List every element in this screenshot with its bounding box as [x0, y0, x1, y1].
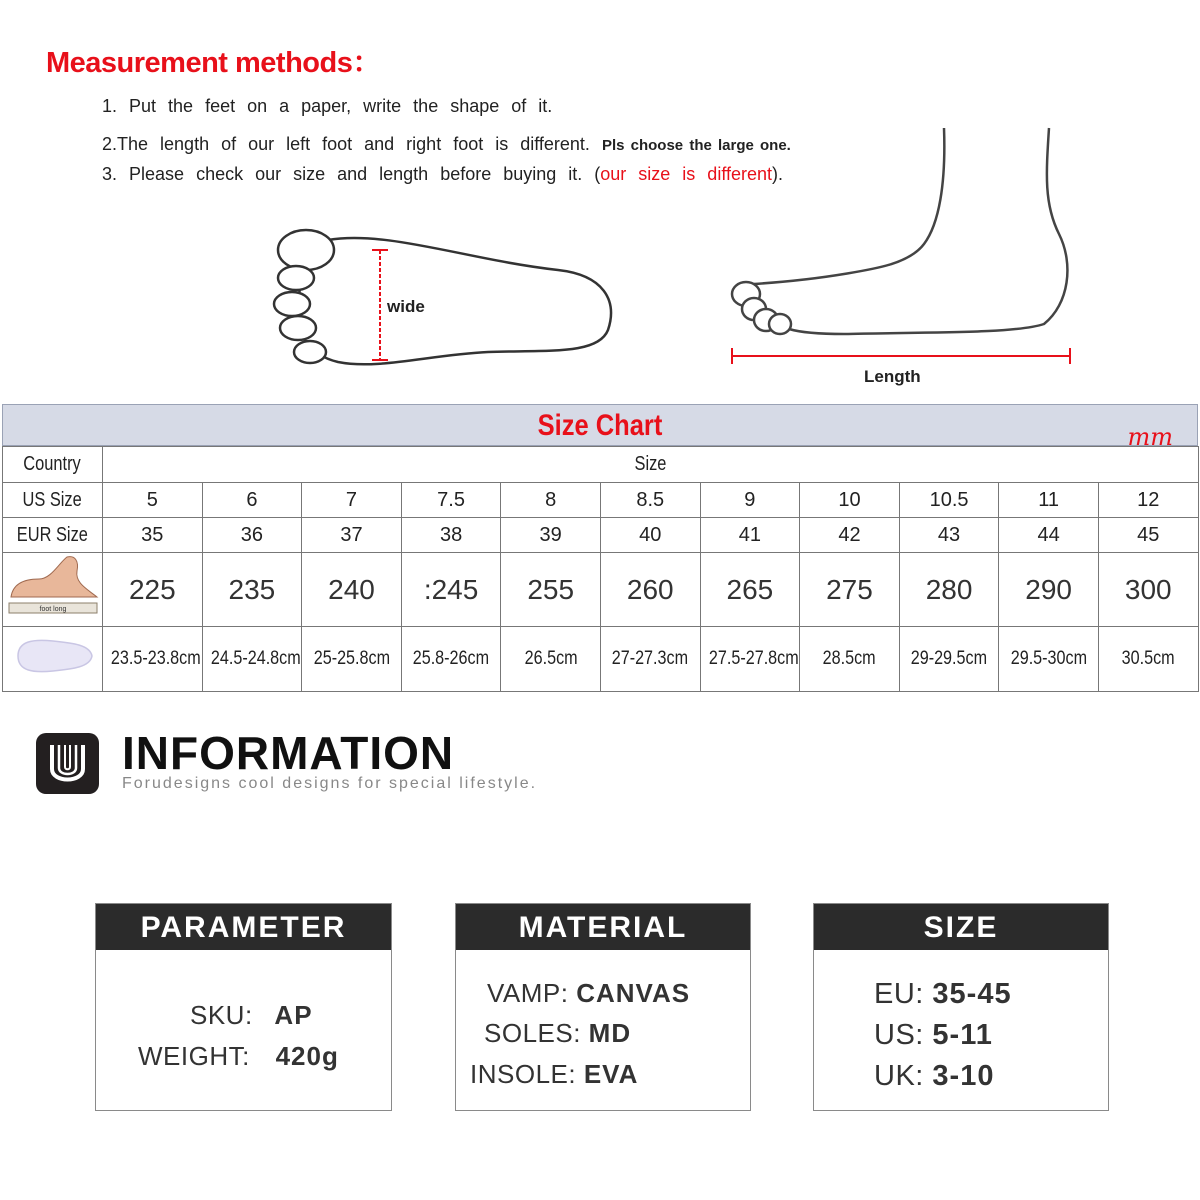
us-size-label: US Size — [3, 483, 103, 518]
uk-row — [874, 1060, 994, 1093]
brand-u-icon — [36, 733, 99, 794]
eur-size-cell: 38 — [401, 518, 501, 553]
material-card — [455, 903, 751, 1111]
soles-value: MD — [588, 1018, 632, 1048]
us-row — [874, 1019, 993, 1052]
size-header: SIZE — [814, 904, 1108, 950]
eu-label: EU: — [874, 978, 924, 1010]
eur-size-cell: 42 — [800, 518, 900, 553]
us-size-cell: 12 — [1098, 483, 1198, 518]
brand-logo — [36, 733, 99, 794]
step-3 — [102, 164, 783, 185]
us-size-cell: 7.5 — [401, 483, 501, 518]
foot-length-cm-cell: 23.5-23.8cm — [103, 627, 203, 692]
soles-row — [484, 1018, 631, 1049]
foot-length-cm-cell: 25-25.8cm — [302, 627, 402, 692]
soles-label: SOLES: — [484, 1018, 581, 1048]
vamp-value: CANVAS — [576, 978, 691, 1008]
wide-label: wide — [387, 297, 425, 316]
eu-row — [874, 978, 1012, 1011]
uk-label: UK: — [874, 1060, 924, 1092]
foot-length-icon — [3, 553, 103, 627]
foot-ruler-icon — [5, 553, 101, 619]
us-size-cell: 10 — [800, 483, 900, 518]
parameter-header: PARAMETER — [96, 904, 391, 950]
eur-size-cell: 45 — [1098, 518, 1198, 553]
eur-size-cell: 40 — [600, 518, 700, 553]
us-size-cell: 9 — [700, 483, 800, 518]
foot-length-mm-cell: 240 — [302, 553, 402, 627]
us-size-cell: 6 — [202, 483, 302, 518]
size-chart — [0, 402, 1200, 696]
step-1-text: Put the feet on a paper, write the shape of it. — [129, 96, 553, 116]
eur-size-cell: 41 — [700, 518, 800, 553]
information-title: INFORMATION — [122, 727, 455, 779]
foot-length-mm-row — [3, 553, 1199, 627]
eur-size-label: EUR Size — [3, 518, 103, 553]
foot-length-cm-cell: 29-29.5cm — [899, 627, 999, 692]
foot-length-mm-cell: :245 — [401, 553, 501, 627]
eur-size-row — [3, 518, 1199, 553]
us-size-cell: 10.5 — [899, 483, 999, 518]
step-3-end: ). — [772, 164, 784, 184]
step-3-text: Please check our size and length before buying it. ( — [129, 164, 601, 184]
eu-value: 35-45 — [932, 978, 1012, 1010]
weight-value: 420g — [275, 1041, 339, 1071]
foot-length-cm-cell: 26.5cm — [501, 627, 601, 692]
step-2-text: The length of our left foot and right foot is different. — [117, 134, 590, 154]
uk-value: 3-10 — [932, 1060, 995, 1092]
foot-length-mm-cell: 275 — [800, 553, 900, 627]
foot-length-mm-cell: 280 — [899, 553, 999, 627]
size-chart-unit: mm — [1127, 423, 1173, 451]
country-label: Country — [3, 447, 103, 483]
us-size-cell: 8 — [501, 483, 601, 518]
foot-length-cm-cell: 27-27.3cm — [600, 627, 700, 692]
size-chart-title: Size Chart — [537, 409, 663, 442]
insole-shape-icon — [8, 631, 98, 681]
eur-size-cell: 35 — [103, 518, 203, 553]
us-size-cell: 5 — [103, 483, 203, 518]
measurement-title: Measurement methods： — [46, 47, 381, 79]
size-label: Size — [103, 447, 1199, 483]
foot-sole-illustration — [268, 220, 628, 380]
eur-size-cell: 44 — [999, 518, 1099, 553]
step-2-number: 2. — [102, 134, 118, 154]
vamp-label: VAMP: — [487, 978, 569, 1008]
size-chart-header — [2, 404, 1198, 451]
foot-length-mm-cell: 265 — [700, 553, 800, 627]
foot-side-illustration — [724, 124, 1084, 374]
size-table — [2, 446, 1199, 692]
foot-length-cm-row — [3, 627, 1199, 692]
us-value: 5-11 — [932, 1019, 993, 1051]
sku-label: SKU: — [190, 1000, 253, 1030]
country-row — [3, 447, 1199, 483]
step-2 — [102, 134, 791, 155]
sku-value: AP — [274, 1000, 313, 1030]
foot-length-cm-cell: 28.5cm — [800, 627, 900, 692]
information-subtitle: Forudesigns cool designs for special lifestyle. — [122, 775, 538, 792]
step-1 — [102, 96, 552, 117]
eur-size-cell: 39 — [501, 518, 601, 553]
foot-ruler-caption: foot long — [39, 606, 66, 613]
step-2-note: Pls choose the large one. — [601, 137, 791, 154]
step-1-number: 1. — [102, 96, 118, 116]
weight-label: WEIGHT: — [138, 1041, 250, 1071]
parameter-card — [95, 903, 392, 1111]
weight-row — [138, 1041, 339, 1072]
size-card — [813, 903, 1109, 1111]
eur-size-cell: 43 — [899, 518, 999, 553]
eur-size-cell: 36 — [202, 518, 302, 553]
foot-length-mm-cell: 260 — [600, 553, 700, 627]
eur-size-cell: 37 — [302, 518, 402, 553]
us-size-cell: 7 — [302, 483, 402, 518]
vamp-row — [487, 978, 690, 1009]
foot-length-mm-cell: 255 — [501, 553, 601, 627]
foot-length-cm-cell: 29.5-30cm — [999, 627, 1099, 692]
insole-icon — [3, 627, 103, 692]
foot-length-cm-cell: 30.5cm — [1098, 627, 1198, 692]
insole-value: EVA — [583, 1059, 639, 1089]
insole-row — [470, 1059, 638, 1090]
us-size-cell: 8.5 — [600, 483, 700, 518]
foot-length-mm-cell: 290 — [999, 553, 1099, 627]
step-3-warning: our size is different — [600, 164, 773, 184]
foot-length-mm-cell: 235 — [202, 553, 302, 627]
us-size-row — [3, 483, 1199, 518]
sku-row — [190, 1000, 313, 1031]
foot-length-cm-cell: 27.5-27.8cm — [700, 627, 800, 692]
insole-label: INSOLE: — [470, 1059, 577, 1089]
foot-length-cm-cell: 24.5-24.8cm — [202, 627, 302, 692]
us-label: US: — [874, 1019, 924, 1051]
foot-length-mm-cell: 225 — [103, 553, 203, 627]
foot-length-cm-cell: 25.8-26cm — [401, 627, 501, 692]
us-size-cell: 11 — [999, 483, 1099, 518]
length-label: Length — [864, 367, 921, 386]
material-header: MATERIAL — [456, 904, 750, 950]
step-3-number: 3. — [102, 164, 118, 184]
foot-length-mm-cell: 300 — [1098, 553, 1198, 627]
